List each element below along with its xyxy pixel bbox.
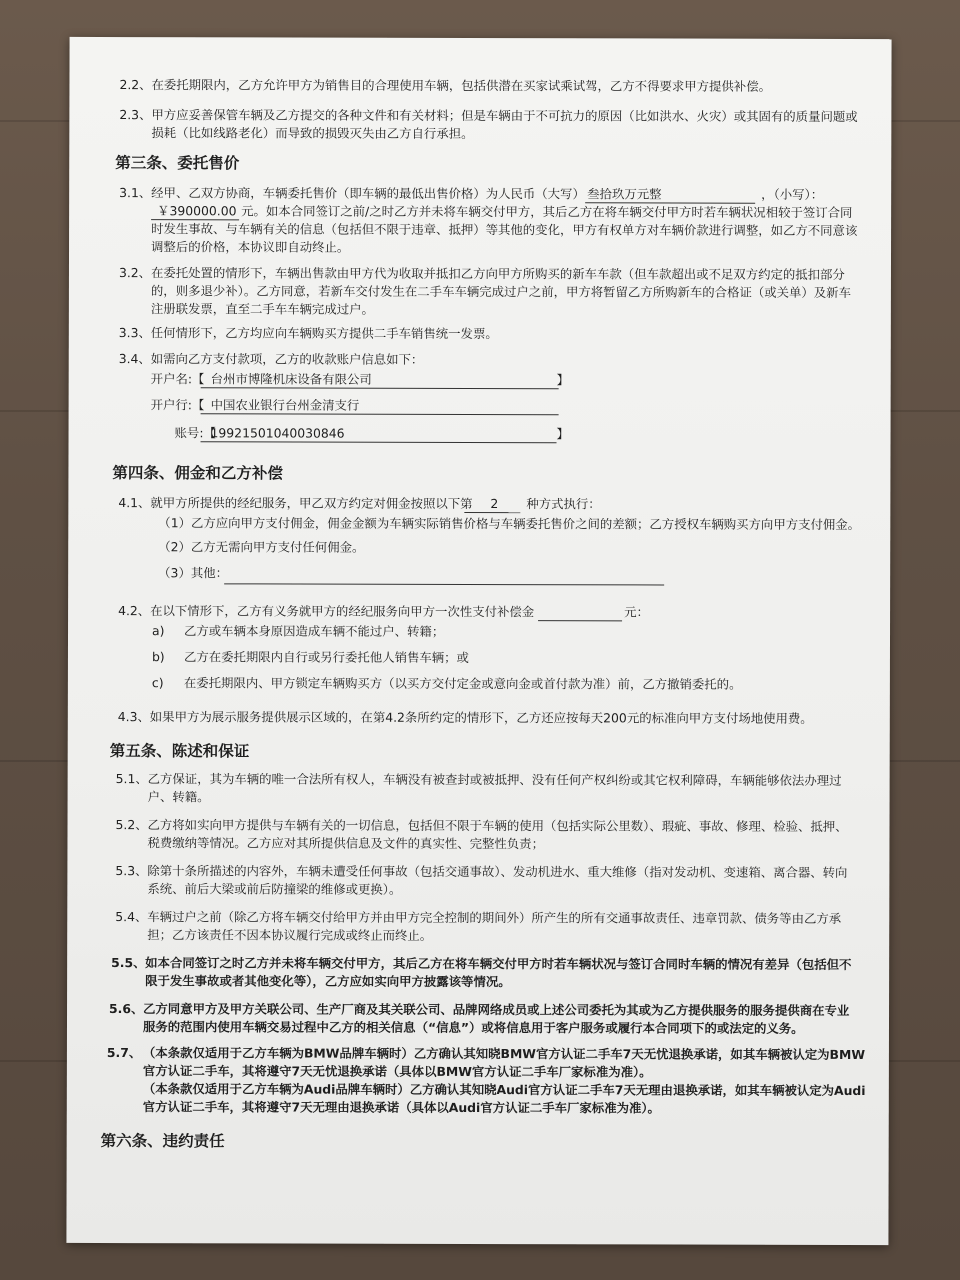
- clause-number: 5.1、: [115, 771, 148, 787]
- account-name-label: 开户名:【: [150, 371, 205, 387]
- clause-5-6-text: 服务的范围内使用车辆交易过程中乙方的相关信息（“信息”）或将信息用于客户服务或履行本合同项下的或法定的义务。: [142, 1019, 804, 1036]
- clause-3-2-text: 在委托处置的情形下，车辆出售款由甲方代为收取并抵扣乙方向甲方所购买的新车车款（但车款超出或不足双方约定的抵扣部分: [150, 265, 845, 282]
- clause-4-2-text: 元：: [624, 604, 649, 620]
- clause-number: 5.4、: [115, 909, 148, 925]
- clause-number: 3.2、: [118, 265, 152, 281]
- clause-2-3-text: 损耗（比如线路老化）而导致的损毁灭失由乙方自行承担。: [151, 125, 474, 141]
- clause-4-3-text: 如果甲方为展示服务提供展示区域的，在第4.2条所约定的情形下，乙方还应按每天200元的标准向甲方支付场地使用费。: [149, 709, 813, 726]
- clause-5-5-text: 限于发生事故或者其他变化等），乙方应如实向甲方披露该等情况。: [145, 973, 511, 990]
- clause-2-2-text: 在委托期限内，乙方允许甲方为销售目的合理使用车辆，包括供潜在买家试乘试驾，乙方不得要求甲方提供补偿。: [151, 77, 772, 94]
- clause-5-3-text: 除第十条所描述的内容外，车辆未遭受任何事故（包括交通事故）、发动机进水、重大维修（指对发动机、变速箱、离合器、转向: [147, 863, 848, 880]
- clause-number: 3.3、: [118, 325, 151, 341]
- clause-3-1-text: 经甲、乙双方协商，车辆委托售价（即车辆的最低出售价格）为人民币（大写）: [151, 185, 585, 202]
- clause-3-1-text: 时发生事故、与车辆有关的信息（包括但不限于违章、抵押）等其他的变化，甲方有权单方对车辆价款进行调整，如乙方不同意该: [151, 221, 858, 238]
- clause-number: 3.4、: [118, 351, 151, 367]
- commission-option: 2: [490, 496, 499, 512]
- list-marker: c): [151, 675, 164, 691]
- account-no-value: 19921501040030846: [210, 425, 345, 441]
- clause-5-5-text: 如本合同签订之时乙方并未将车辆交付甲方，其后乙方在将车辆交付甲方时若车辆状况与签订合同时车辆的情况有差异（包括但不: [145, 955, 852, 972]
- clause-4-1-text: 种方式执行：: [526, 496, 601, 512]
- clause-4-2-text: 在以下情形下，乙方有义务就甲方的经纪服务向甲方一次性支付补偿金: [150, 603, 535, 620]
- clause-number: 3.1、: [119, 185, 152, 201]
- clause-5-1-text: 户、转籍。: [147, 789, 210, 805]
- clause-3-2-text: 的，则多退少补）。乙方同意，若新车交付发生在二手车车辆完成过户之前，甲方将暂留乙方所购新车的合格证（或关单）及新车: [150, 283, 852, 300]
- clause-number: 5.6、: [109, 1001, 144, 1017]
- account-name-value: 台州市博隆机床设备有限公司: [210, 371, 372, 387]
- list-item: 在委托期限内、甲方锁定车辆购买方（以买方交付定金或意向金或首付款为准）前，乙方撤销委托的。: [183, 675, 742, 692]
- clause-5-3-text: 系统、前后大梁或前后防撞梁的维修或更换）。: [147, 881, 402, 897]
- clause-number: 5.5、: [111, 955, 146, 971]
- option-1-text: （1）乙方应向甲方支付佣金，佣金金额为车辆实际销售价格与车辆委托售价之间的差额；乙方授权车辆购买方向甲方支付佣金。: [158, 515, 861, 532]
- clause-3-4-text: 如需向乙方支付款项，乙方的收款账户信息如下：: [150, 351, 424, 367]
- bracket-close: 】: [556, 372, 570, 388]
- section-heading: 第三条、委托售价: [115, 154, 240, 173]
- clause-3-2-text: 注册联发票，直至二手车车辆完成过户。: [150, 301, 374, 317]
- clause-number: 5.7、: [106, 1045, 142, 1061]
- clause-5-1-text: 乙方保证，其为车辆的唯一合法所有权人，车辆没有被查封或被抵押、没有任何产权纠纷或其它权利障碍，车辆能够依法办理过: [147, 771, 842, 788]
- clause-4-1-text: 就甲方所提供的经纪服务，甲乙双方约定对佣金按照以下第: [150, 495, 473, 511]
- clause-number: 4.3、: [117, 709, 150, 725]
- clause-3-1-text: 调整后的价格，本协议即自动终止。: [151, 239, 350, 255]
- account-no-label: 账号:【: [174, 425, 216, 441]
- clause-5-7-text: （本条款仅适用于乙方车辆为Audi品牌车辆时）乙方确认其知晓Audi官方认证二手车7天无理由退换承诺，如其车辆被认定为Audi: [142, 1081, 866, 1099]
- clause-5-4-text: 担；乙方该责任不因本协议履行完成或终止而终止。: [147, 927, 433, 943]
- clause-5-2-text: 乙方将如实向甲方提供与车辆有关的一切信息，包括但不限于车辆的使用（包括实际公里数）、瑕疵、事故、修理、检验、抵押、: [147, 817, 848, 834]
- list-marker: b): [151, 649, 165, 665]
- list-marker: a): [152, 623, 165, 639]
- list-item: 乙方在委托期限内自行或另行委托他人销售车辆；或: [183, 649, 469, 665]
- clause-number: 2.3、: [119, 107, 152, 123]
- price-in-figures: ￥390000.00: [157, 203, 237, 219]
- underline: [464, 512, 520, 513]
- clause-5-7-text: 官方认证二手车，其将遵守7天无理由退换承诺（具体以Audi官方认证二手车厂家标准为准）。: [142, 1099, 660, 1116]
- clause-2-3-text: 甲方应妥善保管车辆及乙方提交的各种文件和有关材料；但是车辆由于不可抗力的原因（比如洪水、火灾）或其固有的质量问题或: [151, 107, 858, 124]
- option-3-text: （3）其他：: [158, 565, 229, 581]
- clause-number: 4.2、: [118, 603, 151, 619]
- clause-number: 2.2、: [119, 77, 152, 93]
- contract-text: [66, 37, 891, 1245]
- bank-label: 开户行:【: [150, 397, 205, 413]
- list-item: 乙方或车辆本身原因造成车辆不能过户、转籍；: [184, 623, 445, 639]
- clause-number: 4.1、: [118, 495, 151, 511]
- section-heading: 第六条、违约责任: [100, 1132, 225, 1151]
- section-heading: 第五条、陈述和保证: [109, 742, 250, 761]
- underline: [538, 620, 622, 621]
- clause-number: 5.2、: [115, 817, 148, 833]
- clause-5-7-text: 官方认证二手车，其将遵守7天无忧退换承诺（具体以BMW官方认证二手车厂家标准为准）。: [142, 1063, 652, 1080]
- option-2-text: （2）乙方无需向甲方支付任何佣金。: [158, 539, 365, 555]
- clause-3-1-text: 元。如本合同签订之前/之时乙方并未将车辆交付甲方，其后乙方在将车辆交付甲方时若车辆状况相较于签订合同: [241, 203, 853, 220]
- clause-5-4-text: 车辆过户之前（除乙方将车辆交付给甲方并由甲方完全控制的期间外）所产生的所有交通事故责任、违章罚款、债务等由乙方承: [147, 909, 842, 926]
- clause-5-7-text: （本条款仅适用于乙方车辆为BMW品牌车辆时）乙方确认其知晓BMW官方认证二手车7天无忧退换承诺，如其车辆被认定为BMW: [142, 1045, 866, 1063]
- bracket-close: 】: [556, 426, 569, 442]
- contract-page: [66, 37, 891, 1245]
- clause-5-6-text: 乙方同意甲方及甲方关联公司、生产厂商及其关联公司、品牌网络成员或上述公司委托为其或为乙方提供服务的服务提供商在专业: [143, 1001, 850, 1018]
- clause-3-3-text: 任何情形下，乙方均应向车辆购买方提供二手车销售统一发票。: [150, 325, 498, 342]
- price-in-words: 叁拾玖万元整: [587, 186, 662, 202]
- clause-5-2-text: 税费缴纳等情况。乙方应对其所提供信息及文件的真实性、完整性负责；: [147, 835, 544, 852]
- clause-3-1-text: ，（小写）：: [761, 186, 824, 202]
- section-heading: 第四条、佣金和乙方补偿: [112, 464, 283, 483]
- bank-value: 中国农业银行台州金清支行: [210, 397, 360, 413]
- clause-number: 5.3、: [115, 863, 148, 879]
- underline: [224, 583, 664, 585]
